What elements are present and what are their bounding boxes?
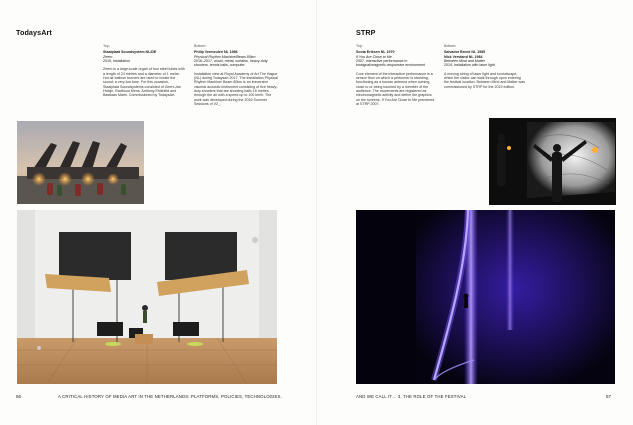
right-top-work: If You Are Close to Me <box>356 54 392 59</box>
right-top-label: Top: <box>356 44 363 48</box>
left-bottom-description: Installation view at Royal Academy of Art The Hague (NL) during Todaysart 2017. The installation Physical Rhythm Machine/ Beam 80km is an immersive visceral acoustic instrument consisting of five heavy-duty shooters that are shooting balls 16 metres through the air with a speed up to 100 km/h. The work was developed during the 2016 Summer Sessions of V2_. <box>194 71 278 107</box>
page-gutter <box>316 0 317 425</box>
right-bottom-artist-2: Nick Verstand NL 1984 <box>444 54 483 59</box>
right-bottom-credit <box>444 44 526 89</box>
photo-physical-rhythm-machine <box>17 210 277 384</box>
left-bottom-credit <box>194 44 278 106</box>
right-bottom-work: Between Mind and Matter <box>444 59 485 64</box>
left-bottom-work: Physical Rhythm Machine/Beam 80km <box>194 54 256 59</box>
right-top-artist: Scota Eriksen NL 1970 <box>356 50 395 55</box>
right-top-description: Core element of the interactive performance is a sensor floor on which a performer is standing, functioning as a human antenna when coming close to or being touched by a member of the audience. The movements are registered as electromagnetic activity and define the graphics on the screens. If You Are Close to Me premiered at STRP 2007. <box>356 71 435 107</box>
right-bottom-artist: Salvador Breed NL 1985 <box>444 50 486 55</box>
left-section-title: TodaysArt <box>16 28 52 37</box>
left-top-description: Zeero is a large-scale organ of four steel tubes with a length of 24 metres and a diameter of 1 metre. Hot air balloon burners are used to create the sound: a very low tone. For this occasion, Staalplaat Soundsystems consisted of Geert-Jan Hobijn, Radboud Mens, Anthony Ehikhifid and Bastiaan Maris. Commissioned by TodaysArt. <box>103 67 185 98</box>
left-top-meta: 2015, installation <box>103 59 130 64</box>
right-bottom-label: Bottom: <box>444 44 457 48</box>
left-top-credit <box>103 44 185 98</box>
left-page-number: 56 <box>16 394 22 399</box>
left-running-footer: A CRITICAL HISTORY OF MEDIA ART IN THE NETHERLANDS: PLATFORMS, POLICIES, TECHNOLOGIES. <box>58 394 282 399</box>
right-top-credit <box>356 44 436 106</box>
left-top-label: Top: <box>103 44 110 48</box>
right-bottom-description: A moving string of laser light and soundscape, which the visitor can walk through upon entering the festival location. Between Mind and Matter was commissioned by STRP for the 2019 edition. <box>444 71 525 89</box>
left-bottom-label: Bottom: <box>194 44 207 48</box>
photo-zeero-installation <box>17 121 144 204</box>
left-bottom-meta: 2016–2017, wood, metal, curtains, heavy-duty shooters, tennis balls, computer <box>194 59 268 68</box>
left-top-work: Zeero <box>103 54 113 59</box>
right-top-meta: 2007, interactive performance in biosignal/magnetic-responsive environment <box>356 59 426 68</box>
right-page-number: 57 <box>606 394 612 399</box>
right-section-title: STRP <box>356 28 376 37</box>
left-bottom-artist: Philip Vermeulen NL 1986 <box>194 50 238 55</box>
right-bottom-meta: 2019, installation with laser light <box>444 63 495 68</box>
left-top-artist: Staalplaat Soundsystem NL/DE <box>103 50 157 55</box>
photo-between-mind-and-matter <box>356 210 615 384</box>
photo-if-you-are-close-to-me <box>489 118 616 205</box>
right-running-footer: AND WE CALL IT… 3. THE ROLE OF THE FESTIVAL <box>356 394 467 399</box>
